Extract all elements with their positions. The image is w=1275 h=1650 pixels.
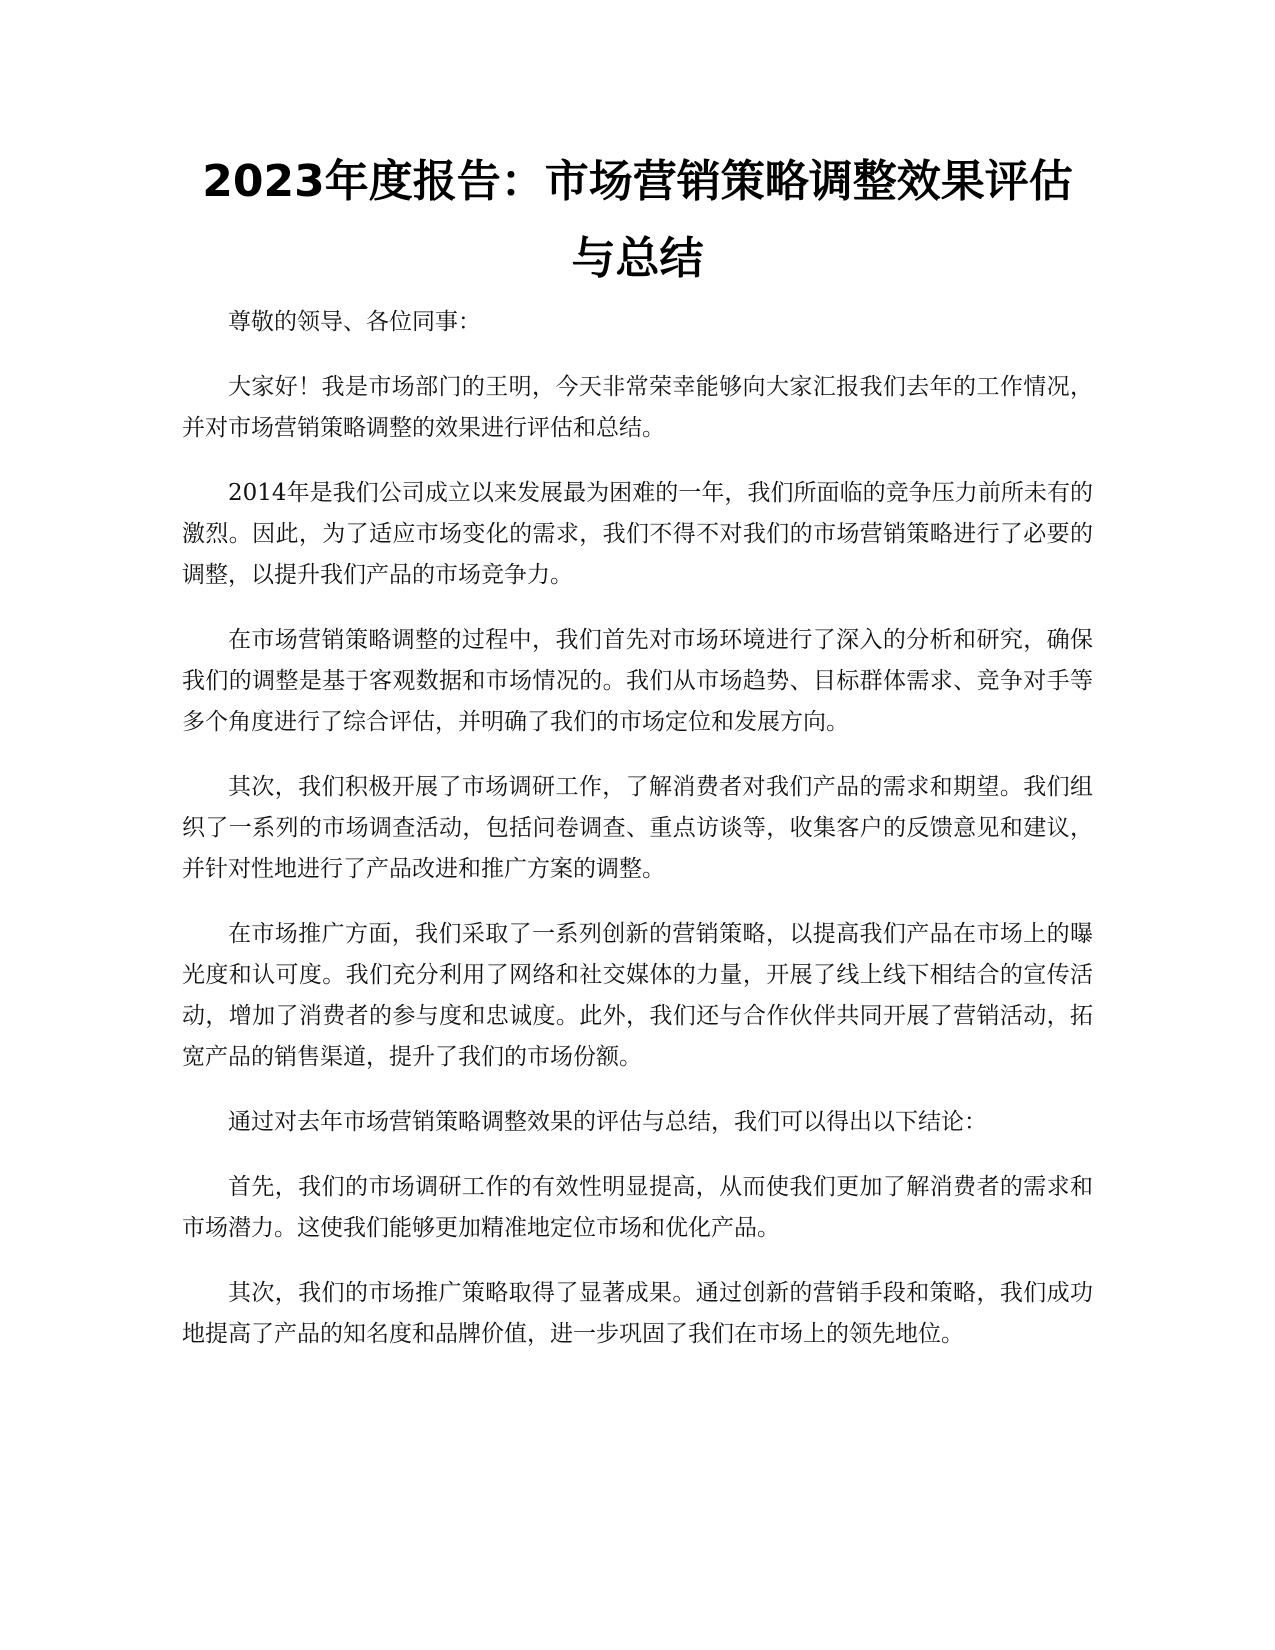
- paragraph-analysis: 在市场营销策略调整的过程中，我们首先对市场环境进行了深入的分析和研究，确保我们的调整是基于客观数据和市场情况的。我们从市场趋势、目标群体需求、竞争对手等多个角度进行了综合评估，并明确了我们的市场定位和发展方向。: [182, 627, 1093, 735]
- paragraph-conclusion-intro: 通过对去年市场营销策略调整效果的评估与总结，我们可以得出以下结论：: [228, 1109, 987, 1135]
- paragraph-conclusion-second: 其次，我们的市场推广策略取得了显著成果。通过创新的营销手段和策略，我们成功地提高了产品的知名度和品牌价值，进一步巩固了我们在市场上的领先地位。: [182, 1280, 1093, 1347]
- paragraph-promotion: 在市场推广方面，我们采取了一系列创新的营销策略，以提高我们产品在市场上的曝光度和认可度。我们充分利用了网络和社交媒体的力量，开展了线上线下相结合的宣传活动，增加了消费者的参与度和忠诚度。此外，我们还与合作伙伴共同开展了营销活动，拓宽产品的销售渠道，提升了我们的市场份额。: [182, 921, 1093, 1070]
- paragraph-conclusion-first: 首先，我们的市场调研工作的有效性明显提高，从而使我们更加了解消费者的需求和市场潜力。这使我们能够更加精准地定位市场和优化产品。: [182, 1174, 1093, 1241]
- paragraph-background: 2014年是我们公司成立以来发展最为困难的一年，我们所面临的竞争压力前所未有的激烈。因此，为了适应市场变化的需求，我们不得不对我们的市场营销策略进行了必要的调整，以提升我们产品的市场竞争力。: [182, 480, 1093, 588]
- document-body: [182, 302, 1093, 1379]
- document-title: 2023年度报告：市场营销策略调整效果评估与总结: [202, 156, 1073, 284]
- paragraph-introduction: 大家好！我是市场部门的王明，今天非常荣幸能够向大家汇报我们去年的工作情况，并对市场营销策略调整的效果进行评估和总结。: [182, 374, 1093, 441]
- paragraph-greeting: 尊敬的领导、各位同事：: [228, 309, 481, 335]
- paragraph-research: 其次，我们积极开展了市场调研工作，了解消费者对我们产品的需求和期望。我们组织了一系列的市场调查活动，包括问卷调查、重点访谈等，收集客户的反馈意见和建议，并针对性地进行了产品改进和推广方案的调整。: [182, 774, 1093, 882]
